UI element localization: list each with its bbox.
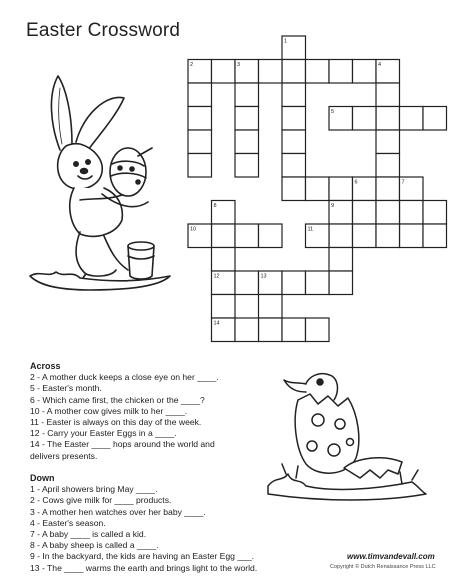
crossword-cell bbox=[259, 318, 283, 342]
footer-url: www.timvandevall.com bbox=[347, 552, 435, 561]
crossword-cell bbox=[423, 224, 447, 248]
crossword-cell bbox=[329, 224, 353, 248]
crossword-cell bbox=[259, 295, 283, 319]
crossword-cell bbox=[306, 318, 330, 342]
crossword-cell bbox=[282, 271, 306, 295]
crossword-cell bbox=[329, 60, 353, 84]
crossword-cell bbox=[235, 154, 259, 178]
cell-number: 4 bbox=[378, 62, 382, 68]
across-heading: Across bbox=[30, 361, 61, 371]
crossword-cell bbox=[235, 83, 259, 107]
crossword-cell bbox=[423, 201, 447, 225]
clue-down: 7 - A baby ____ is called a kid. bbox=[30, 529, 147, 540]
clue-across: 5 - Easter's month. bbox=[30, 383, 102, 394]
across-clues bbox=[30, 361, 219, 462]
clue-across: 2 - A mother duck keeps a close eye on her ____. bbox=[30, 372, 219, 383]
page-title: Easter Crossword bbox=[26, 20, 181, 41]
down-heading: Down bbox=[30, 473, 55, 483]
clue-down: 3 - A mother hen watches over her baby ____. bbox=[30, 506, 206, 517]
clue-across: 12 - Carry your Easter Eggs in a ____. bbox=[30, 428, 177, 439]
cell-number: 7 bbox=[401, 179, 405, 186]
crossword-cell bbox=[188, 107, 212, 131]
crossword-cell bbox=[235, 224, 259, 248]
cell-number: 2 bbox=[190, 62, 194, 68]
crossword-cell bbox=[306, 177, 330, 201]
crossword-cell bbox=[235, 318, 259, 342]
crossword-cell bbox=[423, 107, 447, 131]
crossword-cell bbox=[212, 224, 236, 248]
clue-down: 2 - Cows give milk for ____ products. bbox=[30, 495, 172, 506]
crossword-cell bbox=[282, 154, 306, 178]
crossword-cell bbox=[329, 271, 353, 295]
down-clues bbox=[30, 473, 257, 574]
crossword-cell bbox=[212, 248, 236, 272]
crossword-cell bbox=[282, 318, 306, 342]
crossword-cell bbox=[259, 224, 283, 248]
duckling-egg-illustration bbox=[262, 354, 432, 504]
footer-copyright: Copyright © Dutch Renaissance Press LLC bbox=[330, 564, 436, 570]
clue-across: 14 - The Easter ____ hops around the world and bbox=[30, 439, 215, 450]
cell-number: 1 bbox=[284, 38, 288, 45]
cell-number: 3 bbox=[237, 62, 241, 68]
clue-across: 11 - Easter is always on this day of the week. bbox=[30, 417, 202, 428]
cell-number: 14 bbox=[213, 320, 220, 327]
cell-number: 11 bbox=[307, 226, 314, 233]
crossword-cell bbox=[376, 177, 400, 201]
crossword-cell bbox=[376, 107, 400, 131]
clue-down: 13 - The ____ warms the earth and brings light to the world. bbox=[30, 562, 258, 573]
crossword-cell bbox=[235, 130, 259, 154]
crossword-cell bbox=[188, 130, 212, 154]
cell-number: 13 bbox=[260, 273, 267, 280]
easter-bunny-illustration bbox=[20, 64, 180, 294]
crossword-cell bbox=[282, 177, 306, 201]
crossword-cell bbox=[400, 224, 424, 248]
crossword-cell bbox=[376, 154, 400, 178]
cell-number: 5 bbox=[331, 109, 335, 115]
cell-number: 9 bbox=[331, 203, 335, 209]
crossword-cell bbox=[235, 107, 259, 131]
crossword-cell bbox=[282, 60, 306, 84]
clue-down: 4 - Easter's season. bbox=[30, 517, 106, 528]
clue-down: 1 - April showers bring May ____. bbox=[30, 484, 158, 495]
crossword-cell bbox=[188, 154, 212, 178]
crossword-cell bbox=[376, 224, 400, 248]
crossword-cell bbox=[376, 83, 400, 107]
clue-across: 10 - A mother cow gives milk to her ____. bbox=[30, 405, 188, 416]
crossword-cell bbox=[212, 60, 236, 84]
crossword-cell bbox=[306, 60, 330, 84]
cell-number: 10 bbox=[190, 226, 197, 233]
crossword-cell bbox=[212, 295, 236, 319]
crossword-cell bbox=[400, 201, 424, 225]
crossword-cell bbox=[329, 177, 353, 201]
crossword-cell bbox=[376, 130, 400, 154]
crossword-cell bbox=[306, 271, 330, 295]
clue-across: 6 - Which came first, the chicken or the ____? bbox=[30, 394, 205, 405]
crossword-cell bbox=[188, 83, 212, 107]
crossword-cell bbox=[400, 107, 424, 131]
clue-across: delivers presents. bbox=[30, 450, 98, 461]
clue-down: 9 - In the backyard, the kids are having an Easter Egg ___. bbox=[30, 551, 255, 562]
crossword-cell bbox=[353, 60, 377, 84]
crossword-cell bbox=[282, 107, 306, 131]
crossword-cell bbox=[353, 224, 377, 248]
crossword-cell bbox=[353, 107, 377, 131]
cell-number: 6 bbox=[354, 179, 358, 186]
crossword-cell bbox=[259, 60, 283, 84]
crossword-cell bbox=[282, 83, 306, 107]
crossword-cell bbox=[329, 248, 353, 272]
crossword-cell bbox=[353, 201, 377, 225]
crossword-cell bbox=[282, 130, 306, 154]
crossword-cell bbox=[376, 201, 400, 225]
crossword-cell bbox=[235, 271, 259, 295]
clue-down: 8 - A baby sheep is called a ____. bbox=[30, 540, 159, 551]
cell-number: 8 bbox=[213, 203, 217, 209]
cell-number: 12 bbox=[213, 273, 220, 280]
